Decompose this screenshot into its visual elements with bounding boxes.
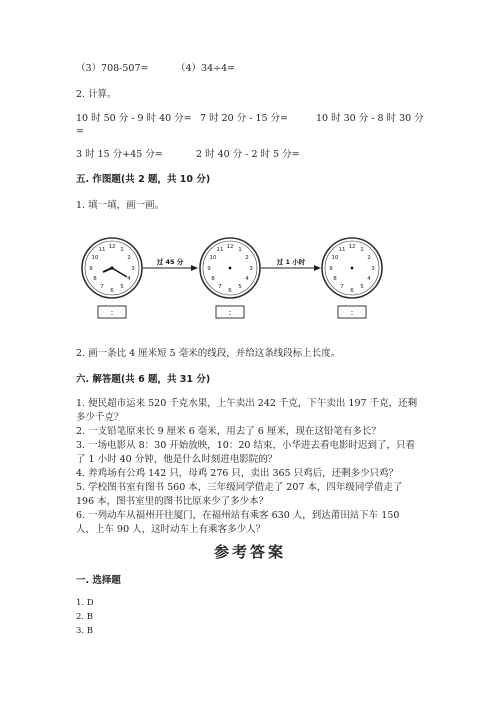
problem-line: 3. 一场电影从 8：30 开始放映，10：20 结束，小华进去看电影时迟到了，只看: [76, 440, 415, 451]
calc-item-2: 7 时 20 分 - 15 分=: [200, 113, 289, 124]
calc-item-4: 3 时 15 分+45 分=: [76, 149, 163, 160]
clock-2: [200, 238, 260, 298]
svg-text:9: 9: [329, 266, 333, 272]
calc-q3: （3）708-507=: [76, 63, 149, 74]
svg-text:1: 1: [120, 247, 124, 253]
section5-q1: 1. 填一填，画一画。: [76, 200, 165, 211]
svg-text:12: 12: [348, 244, 356, 250]
svg-text:3: 3: [371, 266, 375, 272]
calc-heading: 2. 计算。: [76, 89, 117, 100]
calc-q4: （4）34÷4=: [176, 63, 236, 74]
calc-item-3-eq: =: [76, 126, 84, 137]
svg-text:10: 10: [209, 255, 217, 261]
svg-text::: :: [350, 308, 354, 317]
svg-text:6: 6: [350, 288, 354, 294]
answer-box-3: [338, 306, 366, 318]
svg-text:6: 6: [228, 288, 232, 294]
clock-diagram: [0, 230, 500, 340]
svg-text:8: 8: [93, 276, 97, 282]
svg-text:6: 6: [110, 288, 114, 294]
svg-text:4: 4: [367, 276, 371, 282]
answers-title: 参考答案: [213, 543, 286, 561]
answer-box-1: [98, 306, 126, 318]
svg-text:9: 9: [89, 266, 93, 272]
svg-text:4: 4: [245, 276, 249, 282]
svg-text:10: 10: [91, 255, 99, 261]
svg-text:1: 1: [238, 247, 242, 253]
svg-text:9: 9: [207, 266, 211, 272]
svg-text:5: 5: [238, 284, 242, 290]
problem-line: 了 1 小时 40 分钟，他是什么时刻进电影院的？: [76, 454, 278, 465]
section5-q2: 2. 画一条比 4 厘米短 5 毫米的线段，并给这条线段标上长度。: [76, 348, 341, 359]
clock-3: [322, 238, 382, 298]
answer-item: 3. B: [76, 626, 94, 636]
problem-line: 6. 一列动车从福州开往厦门，在福州站有乘客 630 人，到达莆田站下车 150: [76, 510, 400, 521]
answer-item: 2. B: [76, 612, 94, 622]
svg-text:3: 3: [131, 266, 135, 272]
svg-text:2: 2: [245, 255, 249, 261]
problem-line: 多少千克？: [76, 412, 124, 423]
svg-text:1: 1: [360, 247, 364, 253]
svg-text:5: 5: [360, 284, 364, 290]
arrow-1-label: 过 45 分: [156, 258, 184, 266]
svg-text:4: 4: [127, 276, 131, 282]
svg-text:12: 12: [226, 244, 234, 250]
svg-text:2: 2: [127, 255, 131, 261]
svg-text:8: 8: [333, 276, 337, 282]
svg-text:10: 10: [331, 255, 339, 261]
section6-heading: 六. 解答题(共 6 题，共 31 分): [76, 374, 211, 385]
problem-line: 人，上车 90 人，这时动车上有乘客多少人？: [76, 524, 266, 535]
problem-line: 196 本，图书室里的图书比原来少了多少本？: [76, 496, 269, 507]
svg-text::: :: [110, 308, 114, 317]
problem-line: 4. 养鸡场有公鸡 142 只，母鸡 276 只，卖出 365 只鸡后，还剩多少只鸡？: [76, 468, 399, 479]
svg-text:8: 8: [211, 276, 215, 282]
answer-box-2: [216, 306, 244, 318]
svg-text:3: 3: [249, 266, 253, 272]
clock-1: [82, 238, 142, 298]
problem-line: 5. 学校图书室有图书 560 本，三年级同学借走了 207 本，四年级同学借走了: [76, 482, 403, 493]
svg-text::: :: [228, 308, 232, 317]
svg-text:11: 11: [216, 247, 224, 253]
svg-text:11: 11: [98, 247, 106, 253]
svg-text:5: 5: [120, 284, 124, 290]
svg-text:7: 7: [218, 284, 222, 290]
calc-item-5: 2 时 40 分 - 2 时 5 分=: [196, 149, 300, 160]
svg-text:11: 11: [338, 247, 346, 253]
calc-item-1: 10 时 50 分 - 9 时 40 分=: [76, 113, 192, 124]
svg-text:7: 7: [100, 284, 104, 290]
answer-item: 1. D: [76, 598, 94, 608]
svg-text:7: 7: [340, 284, 344, 290]
arrow-2-label: 过 1 小时: [276, 258, 306, 266]
svg-text:2: 2: [367, 255, 371, 261]
problem-line: 1. 便民超市运来 520 千克水果，上午卖出 242 千克，下午卖出 197 千克，还剩: [76, 398, 418, 409]
answers-subheading: 一. 选择题: [76, 575, 121, 586]
problem-line: 2. 一支铅笔原来长 9 厘米 6 毫米，用去了 6 厘米，现在这铅笔有多长？: [76, 426, 381, 437]
calc-item-3: 10 时 30 分 - 8 时 30 分: [316, 113, 424, 124]
svg-text:12: 12: [108, 244, 116, 250]
section5-heading: 五. 作图题(共 2 题，共 10 分): [76, 174, 211, 185]
